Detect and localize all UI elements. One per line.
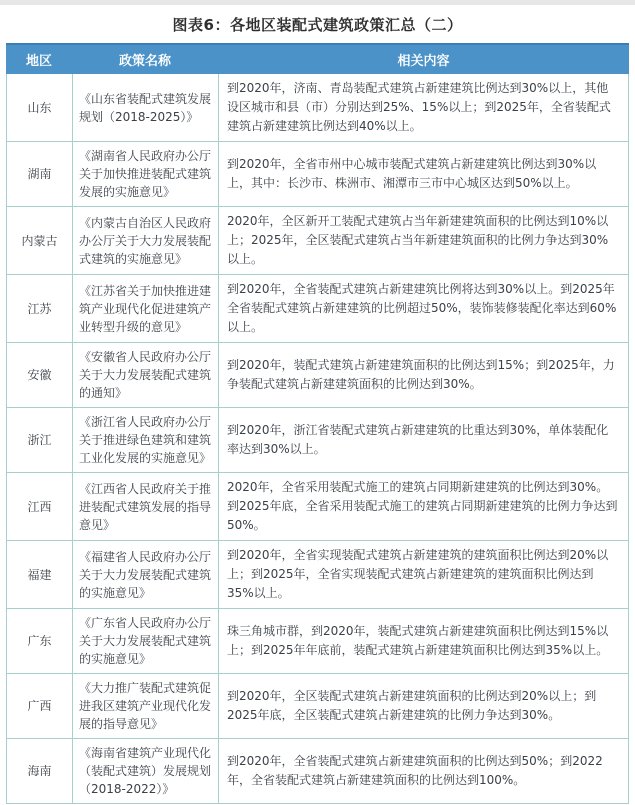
policy-name-cell: 《江西省人民政府关于推进装配式建筑发展的指导意见》 <box>73 473 219 540</box>
related-content-cell: 到2020年，全省实现装配式建筑占新建建筑的建筑面积比例达到20%以上；到2025年，全省实现装配式建筑占新建建筑的建筑面积比例达到35%以上。 <box>227 548 609 600</box>
table-row <box>7 541 628 609</box>
policy-table <box>6 43 629 804</box>
region-cell: 广东 <box>7 609 73 673</box>
related-content-cell: 2020年，全区新开工装配式建筑占当年新建建筑面积的比例达到10%以上；2025年，全区装配式建筑占当年新建建筑面积的比例力争达到30%以上。 <box>227 214 609 266</box>
region-cell: 海南 <box>7 739 73 803</box>
region-cell: 安徽 <box>7 343 73 407</box>
table-row <box>7 408 628 473</box>
related-content-cell: 到2020年，装配式建筑占新建建筑面积的比例达到15%；到2025年，力争装配式建筑占新建建筑面积的比例达到30%。 <box>227 358 615 391</box>
region-cell: 福建 <box>7 541 73 608</box>
header-region: 地区 <box>25 54 52 69</box>
related-content-cell: 到2020年，浙江省装配式建筑占新建建筑的比重达到30%，单体装配化率达到30%以上。 <box>227 423 609 456</box>
header-policy-name: 政策名称 <box>118 54 171 69</box>
policy-name-cell: 《江苏省关于加快推进建筑产业现代化促进建筑产业转型升级的意见》 <box>73 275 219 342</box>
figure-title: 图表6：各地区装配式建筑政策汇总（二） <box>172 16 463 34</box>
policy-name-cell: 《福建省人民政府办公厅关于大力发展装配式建筑的实施意见》 <box>73 541 219 608</box>
region-cell: 江西 <box>7 473 73 540</box>
region-cell: 内蒙古 <box>7 207 73 274</box>
table-row <box>7 142 628 207</box>
header-related-content: 相关内容 <box>397 54 450 69</box>
policy-name-cell: 《山东省装配式建筑发展规划（2018-2025）》 <box>73 74 219 141</box>
policy-name-cell: 《大力推广装配式建筑促进我区建筑产业现代化发展的指导意见》 <box>73 674 219 738</box>
related-content-cell: 到2020年，全区装配式建筑占新建建筑面积的比例达到20%以上；到2025年底，全区装配式建筑占新建建筑的比例力争达到30%。 <box>227 689 597 722</box>
policy-name-cell: 《海南省建筑产业现代化（装配式建筑）发展规划（2018-2022）》 <box>73 739 219 803</box>
related-content-cell: 到2020年，全省装配式建筑占新建建筑比例将达到30%以上。到2025年全省装配式建筑占新建建筑的比例超过50%，装饰装修装配化率达到60%以上。 <box>227 282 617 334</box>
table-row <box>7 473 628 541</box>
region-cell: 广西 <box>7 674 73 738</box>
related-content-cell: 到2020年，全省装配式建筑占新建建筑面积的比例达到50%；到2022年，全省装配式建筑占新建建筑面积的比例达到100%。 <box>227 754 603 787</box>
related-content-cell: 2020年，全省采用装配式施工的建筑占同期新建建筑的比例达到30%。到2025年底，全省采用装配式施工的建筑占同期新建建筑的比例力争达到50%。 <box>227 480 618 532</box>
table-row <box>7 674 628 739</box>
policy-name-cell: 《湖南省人民政府办公厅关于加快推进装配式建筑发展的实施意见》 <box>73 142 219 206</box>
table-row <box>7 739 628 804</box>
table-body <box>6 74 629 804</box>
region-cell: 浙江 <box>7 408 73 472</box>
table-header-row <box>6 43 629 74</box>
policy-name-cell: 《浙江省人民政府办公厅关于推进绿色建筑和建筑工业化发展的实施意见》 <box>73 408 219 472</box>
table-row <box>7 343 628 408</box>
related-content-cell: 珠三角城市群，到2020年，装配式建筑占新建建筑面积比例达到15%以上；到2025年年底前，装配式建筑占新建建筑面积比例达到35%以上。 <box>227 624 609 657</box>
table-row <box>7 609 628 674</box>
table-row <box>7 275 628 343</box>
region-cell: 湖南 <box>7 142 73 206</box>
related-content-cell: 到2020年，全省市州中心城市装配式建筑占新建建筑比例达到30%以上，其中：长沙市、株洲市、湘潭市三市中心城区达到50%以上。 <box>227 157 597 190</box>
policy-name-cell: 《安徽省人民政府办公厅关于大力发展装配式建筑的通知》 <box>73 343 219 407</box>
table-row <box>7 74 628 142</box>
table-row <box>7 207 628 275</box>
related-content-cell: 到2020年，济南、青岛装配式建筑占新建建筑比例达到30%以上，其他设区城市和县（市）分别达到25%、15%以上；到2025年，全省装配式建筑占新建建筑比例达到40%以上。 <box>227 81 611 133</box>
region-cell: 山东 <box>7 74 73 141</box>
region-cell: 江苏 <box>7 275 73 342</box>
policy-name-cell: 《内蒙古自治区人民政府办公厅关于大力发展装配式建筑的实施意见》 <box>73 207 219 274</box>
policy-name-cell: 《广东省人民政府办公厅关于大力发展装配式建筑的实施意见》 <box>73 609 219 673</box>
